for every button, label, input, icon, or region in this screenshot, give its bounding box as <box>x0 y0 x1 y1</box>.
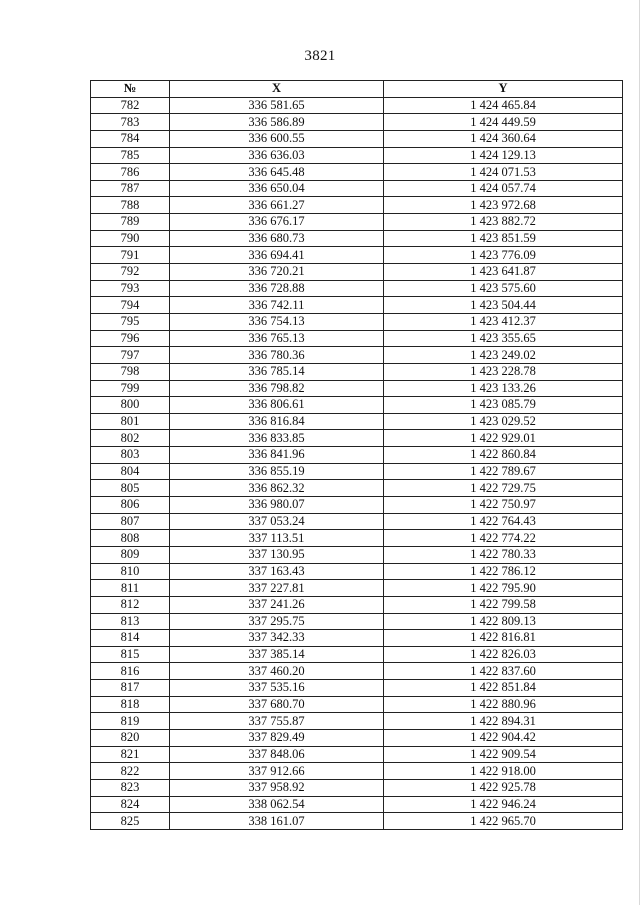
cell-y: 1 422 795.90 <box>384 580 623 597</box>
cell-x: 337 053.24 <box>170 513 384 530</box>
table-row <box>91 347 623 364</box>
table-header-row <box>91 81 623 98</box>
cell-y: 1 422 909.54 <box>384 746 623 763</box>
cell-x: 336 816.84 <box>170 413 384 430</box>
cell-number: 783 <box>91 114 170 131</box>
table-row <box>91 380 623 397</box>
cell-y: 1 423 228.78 <box>384 363 623 380</box>
cell-number: 825 <box>91 813 170 830</box>
table-row <box>91 497 623 514</box>
header-y: Y <box>384 81 623 98</box>
cell-x: 336 645.48 <box>170 164 384 181</box>
table-row <box>91 713 623 730</box>
table-row <box>91 180 623 197</box>
table-row <box>91 297 623 314</box>
table-row <box>91 313 623 330</box>
cell-number: 790 <box>91 230 170 247</box>
cell-y: 1 422 904.42 <box>384 729 623 746</box>
table-row <box>91 530 623 547</box>
cell-y: 1 424 465.84 <box>384 97 623 114</box>
cell-y: 1 423 504.44 <box>384 297 623 314</box>
table-row <box>91 197 623 214</box>
cell-x: 336 855.19 <box>170 463 384 480</box>
table-row <box>91 613 623 630</box>
table-row <box>91 796 623 813</box>
table-row <box>91 114 623 131</box>
cell-number: 805 <box>91 480 170 497</box>
header-x: X <box>170 81 384 98</box>
table-row <box>91 696 623 713</box>
table-row <box>91 563 623 580</box>
cell-y: 1 422 809.13 <box>384 613 623 630</box>
table-row <box>91 546 623 563</box>
table-row <box>91 513 623 530</box>
table-row <box>91 680 623 697</box>
table-row <box>91 413 623 430</box>
table-body <box>91 97 623 829</box>
cell-y: 1 424 449.59 <box>384 114 623 131</box>
cell-x: 336 765.13 <box>170 330 384 347</box>
table-row <box>91 630 623 647</box>
cell-y: 1 423 641.87 <box>384 264 623 281</box>
cell-x: 337 295.75 <box>170 613 384 630</box>
cell-number: 789 <box>91 214 170 231</box>
cell-y: 1 423 882.72 <box>384 214 623 231</box>
cell-number: 788 <box>91 197 170 214</box>
cell-number: 811 <box>91 580 170 597</box>
cell-y: 1 422 789.67 <box>384 463 623 480</box>
cell-y: 1 422 774.22 <box>384 530 623 547</box>
cell-number: 823 <box>91 779 170 796</box>
cell-number: 820 <box>91 729 170 746</box>
cell-x: 337 755.87 <box>170 713 384 730</box>
cell-number: 821 <box>91 746 170 763</box>
cell-number: 785 <box>91 147 170 164</box>
cell-number: 807 <box>91 513 170 530</box>
cell-x: 337 163.43 <box>170 563 384 580</box>
cell-y: 1 423 851.59 <box>384 230 623 247</box>
table-row <box>91 596 623 613</box>
table-row <box>91 230 623 247</box>
cell-x: 336 650.04 <box>170 180 384 197</box>
cell-number: 817 <box>91 680 170 697</box>
cell-x: 336 754.13 <box>170 313 384 330</box>
cell-y: 1 422 786.12 <box>384 563 623 580</box>
table-row <box>91 247 623 264</box>
cell-y: 1 423 133.26 <box>384 380 623 397</box>
cell-x: 337 848.06 <box>170 746 384 763</box>
table-row <box>91 746 623 763</box>
cell-x: 337 535.16 <box>170 680 384 697</box>
cell-y: 1 422 946.24 <box>384 796 623 813</box>
cell-x: 337 241.26 <box>170 596 384 613</box>
cell-y: 1 422 799.58 <box>384 596 623 613</box>
table-row <box>91 646 623 663</box>
cell-number: 799 <box>91 380 170 397</box>
cell-x: 336 980.07 <box>170 497 384 514</box>
cell-x: 336 676.17 <box>170 214 384 231</box>
cell-y: 1 423 249.02 <box>384 347 623 364</box>
cell-y: 1 422 925.78 <box>384 779 623 796</box>
cell-number: 797 <box>91 347 170 364</box>
cell-number: 782 <box>91 97 170 114</box>
table-row <box>91 147 623 164</box>
cell-y: 1 422 780.33 <box>384 546 623 563</box>
cell-x: 336 862.32 <box>170 480 384 497</box>
cell-number: 793 <box>91 280 170 297</box>
cell-y: 1 422 764.43 <box>384 513 623 530</box>
cell-x: 336 798.82 <box>170 380 384 397</box>
table-row <box>91 779 623 796</box>
cell-y: 1 422 750.97 <box>384 497 623 514</box>
cell-y: 1 422 729.75 <box>384 480 623 497</box>
table-row <box>91 580 623 597</box>
table-row <box>91 264 623 281</box>
cell-x: 337 385.14 <box>170 646 384 663</box>
cell-y: 1 424 129.13 <box>384 147 623 164</box>
cell-x: 337 130.95 <box>170 546 384 563</box>
cell-x: 336 742.11 <box>170 297 384 314</box>
cell-x: 337 342.33 <box>170 630 384 647</box>
table-row <box>91 280 623 297</box>
cell-number: 809 <box>91 546 170 563</box>
cell-x: 336 694.41 <box>170 247 384 264</box>
cell-number: 784 <box>91 130 170 147</box>
cell-number: 822 <box>91 763 170 780</box>
cell-y: 1 423 972.68 <box>384 197 623 214</box>
cell-x: 337 680.70 <box>170 696 384 713</box>
cell-number: 803 <box>91 447 170 464</box>
cell-x: 336 586.89 <box>170 114 384 131</box>
table-row <box>91 130 623 147</box>
cell-x: 338 062.54 <box>170 796 384 813</box>
cell-x: 336 785.14 <box>170 363 384 380</box>
cell-number: 818 <box>91 696 170 713</box>
table-row <box>91 480 623 497</box>
cell-y: 1 423 412.37 <box>384 313 623 330</box>
cell-y: 1 424 071.53 <box>384 164 623 181</box>
cell-x: 338 161.07 <box>170 813 384 830</box>
cell-y: 1 423 085.79 <box>384 397 623 414</box>
cell-number: 824 <box>91 796 170 813</box>
cell-y: 1 422 880.96 <box>384 696 623 713</box>
cell-number: 814 <box>91 630 170 647</box>
cell-number: 800 <box>91 397 170 414</box>
table-row <box>91 663 623 680</box>
cell-number: 815 <box>91 646 170 663</box>
cell-x: 336 720.21 <box>170 264 384 281</box>
cell-number: 819 <box>91 713 170 730</box>
table-row <box>91 164 623 181</box>
cell-y: 1 422 837.60 <box>384 663 623 680</box>
cell-number: 813 <box>91 613 170 630</box>
cell-number: 804 <box>91 463 170 480</box>
cell-number: 806 <box>91 497 170 514</box>
cell-y: 1 422 851.84 <box>384 680 623 697</box>
cell-x: 337 227.81 <box>170 580 384 597</box>
table-row <box>91 447 623 464</box>
cell-x: 336 806.61 <box>170 397 384 414</box>
cell-y: 1 424 057.74 <box>384 180 623 197</box>
cell-number: 796 <box>91 330 170 347</box>
cell-x: 336 833.85 <box>170 430 384 447</box>
cell-number: 801 <box>91 413 170 430</box>
cell-number: 795 <box>91 313 170 330</box>
table-row <box>91 729 623 746</box>
cell-x: 337 113.51 <box>170 530 384 547</box>
table-row <box>91 763 623 780</box>
cell-number: 808 <box>91 530 170 547</box>
table-row <box>91 363 623 380</box>
cell-y: 1 422 860.84 <box>384 447 623 464</box>
header-number: № <box>91 81 170 98</box>
cell-y: 1 422 929.01 <box>384 430 623 447</box>
cell-x: 337 829.49 <box>170 729 384 746</box>
table-row <box>91 813 623 830</box>
cell-x: 336 780.36 <box>170 347 384 364</box>
cell-y: 1 422 826.03 <box>384 646 623 663</box>
cell-y: 1 422 965.70 <box>384 813 623 830</box>
cell-y: 1 424 360.64 <box>384 130 623 147</box>
cell-x: 337 958.92 <box>170 779 384 796</box>
cell-x: 336 661.27 <box>170 197 384 214</box>
cell-y: 1 423 575.60 <box>384 280 623 297</box>
table-row <box>91 463 623 480</box>
cell-x: 336 600.55 <box>170 130 384 147</box>
cell-x: 336 581.65 <box>170 97 384 114</box>
cell-number: 794 <box>91 297 170 314</box>
cell-x: 337 460.20 <box>170 663 384 680</box>
cell-number: 812 <box>91 596 170 613</box>
cell-number: 798 <box>91 363 170 380</box>
cell-y: 1 422 816.81 <box>384 630 623 647</box>
cell-number: 787 <box>91 180 170 197</box>
table-row <box>91 397 623 414</box>
cell-number: 786 <box>91 164 170 181</box>
coordinates-table <box>90 80 623 830</box>
cell-y: 1 423 029.52 <box>384 413 623 430</box>
cell-x: 336 841.96 <box>170 447 384 464</box>
cell-number: 810 <box>91 563 170 580</box>
cell-x: 336 680.73 <box>170 230 384 247</box>
cell-y: 1 423 776.09 <box>384 247 623 264</box>
cell-number: 791 <box>91 247 170 264</box>
cell-number: 802 <box>91 430 170 447</box>
table-row <box>91 97 623 114</box>
cell-number: 816 <box>91 663 170 680</box>
cell-y: 1 422 918.00 <box>384 763 623 780</box>
table-row <box>91 430 623 447</box>
cell-y: 1 423 355.65 <box>384 330 623 347</box>
cell-number: 792 <box>91 264 170 281</box>
cell-x: 336 728.88 <box>170 280 384 297</box>
page-number: 3821 <box>304 48 336 64</box>
cell-x: 336 636.03 <box>170 147 384 164</box>
table-row <box>91 214 623 231</box>
cell-x: 337 912.66 <box>170 763 384 780</box>
cell-y: 1 422 894.31 <box>384 713 623 730</box>
table-row <box>91 330 623 347</box>
